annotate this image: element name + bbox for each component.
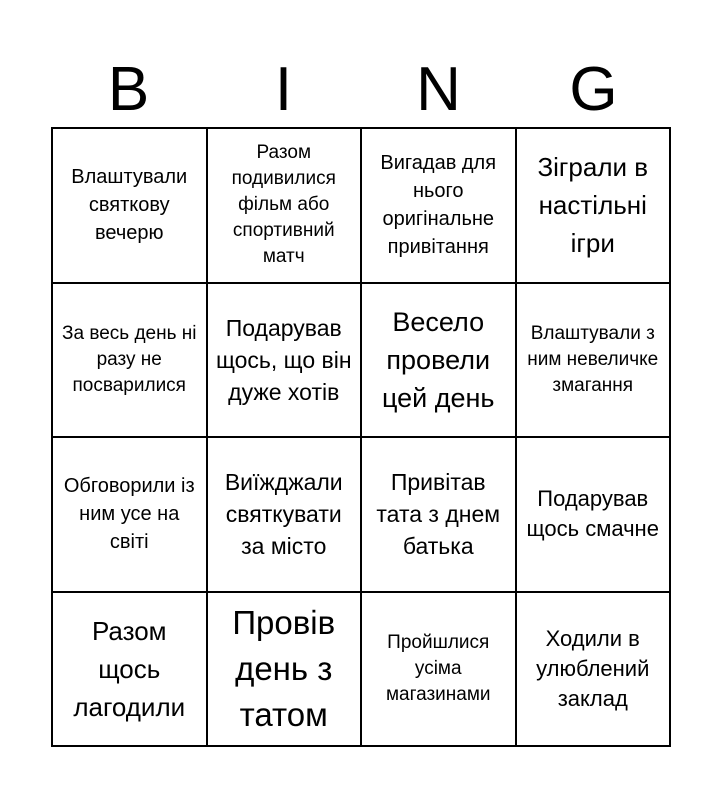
- cell-text: Зіграли в настільні ігри: [537, 152, 649, 259]
- cell-text: Подарував щось, що він дуже хотів: [215, 314, 352, 405]
- bingo-cell[interactable]: [516, 437, 671, 592]
- bingo-cell[interactable]: [207, 592, 362, 747]
- bingo-cell[interactable]: [207, 283, 362, 438]
- cell-text: Вигадав для нього оригінальне привітання: [380, 152, 497, 259]
- bingo-cell[interactable]: [361, 128, 516, 283]
- cell-text: Разом подивилися фільм або спортивний матч: [231, 142, 336, 268]
- bingo-cell[interactable]: [516, 128, 671, 283]
- cell-text: Виїжджали святкувати за місто: [224, 469, 343, 560]
- bingo-cell[interactable]: [361, 592, 516, 747]
- bingo-cell[interactable]: [207, 437, 362, 592]
- bingo-cell[interactable]: [207, 128, 362, 283]
- cell-text: Ходили в улюблений заклад: [536, 625, 650, 711]
- bingo-cell[interactable]: [52, 283, 207, 438]
- bingo-cell[interactable]: [52, 592, 207, 747]
- bingo-cell[interactable]: [516, 592, 671, 747]
- header-letter-b: B: [107, 55, 150, 124]
- cell-text: Весело провели цей день: [381, 306, 495, 413]
- bingo-header: [51, 52, 671, 128]
- bingo-cell[interactable]: [516, 283, 671, 438]
- cell-text: Обговорили із ним усе на світі: [63, 475, 195, 554]
- bingo-cell[interactable]: [52, 128, 207, 283]
- header-letter-i: I: [274, 55, 293, 124]
- bingo-cell[interactable]: [52, 437, 207, 592]
- header-letter-n: N: [416, 55, 461, 124]
- cell-text: Привітав тата з днем батька: [376, 469, 501, 560]
- bingo-cell[interactable]: [361, 437, 516, 592]
- cell-text: Влаштували святкову вечерю: [71, 166, 188, 245]
- cell-text: Подарував щось смачне: [526, 486, 659, 542]
- cell-text: Пройшлися усіма магазинами: [385, 631, 491, 705]
- bingo-board: [51, 127, 671, 747]
- cell-text: Влаштували з ним невеличке змагання: [527, 322, 659, 396]
- header-letter-g: G: [569, 55, 618, 124]
- cell-text: Провів день з татом: [232, 603, 336, 733]
- cell-text: За весь день ні разу не посварилися: [62, 322, 197, 396]
- cell-text: Разом щось лагодили: [73, 615, 186, 722]
- bingo-cell[interactable]: [361, 283, 516, 438]
